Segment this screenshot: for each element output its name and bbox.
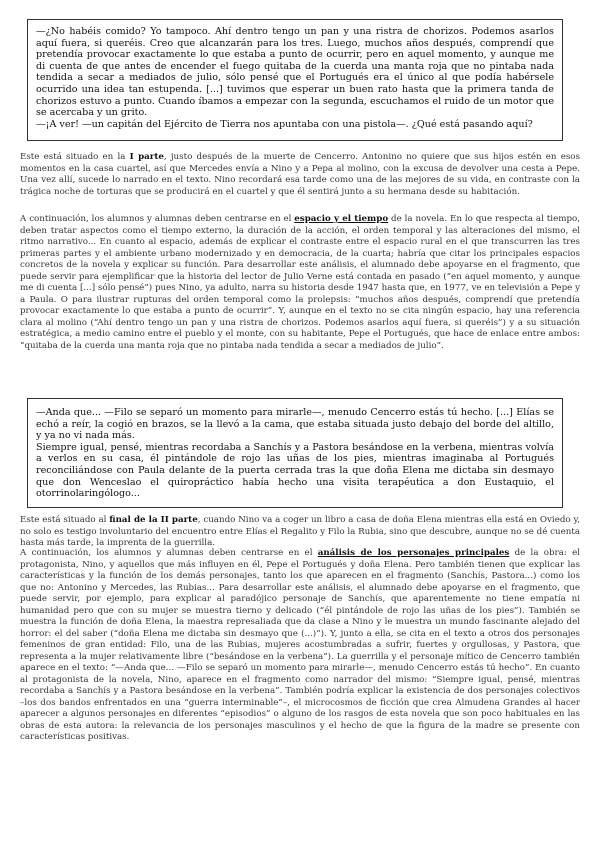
para-2-rest: de la novela. En lo que respecta al tiempo, deben tratar aspectos como el tiempo externo, la duración de la acción, el orden temporal y las alteraciones del mismo, el ritmo narrativo... En cuanto al espacio, además de explicar el contraste entre el espacio rural en el que transcurren las tres primeras partes y el ambiente urbano modernizado y en democracia, de la cuarta; habría que citar los principales espacios concretos de la novela y explicar su función. Para desarrollar este análisis, el alumnado debe apoyarse en el fragmento, que puede servir para ejemplificar que la historia del lector de Julio Verne está contada en pasado (“en aquel momento, y aunque me di cuenta [...] sólo pensé”) pues Nino, ya adulto, narra su historia desde 1947 hasta que, en 1977, ve en televisión a Pepe y a Paula. O para ilustrar rupturas del orden temporal como la prolepsis: “muchos años después, comprendí que pretendía provocar exactamente lo que estaba a punto de ocurrir”. Y, aunque en el texto no se cita ningún espacio, hay una referencia clara al molino (“Ahí dentro tengo un pan y una ristra de chorizos. Podemos asarlos aquí fuera, si queréis”) y a su situación estratégica, a medio camino entre el pueblo y el monte, con su habitante, Pepe el Portugués, que hace de enlace entre ambos: “quitaba de la cuerda una manta roja que no pintaba nada tendida a secar a mediados de julio”. bbox=[20, 214, 581, 351]
para-1-bold: I parte bbox=[129, 152, 164, 162]
quote-2-line-2: Siempre igual, pensé, mientras recordaba a Sanchís y a Pastora besándose en la verbena, mientras volvía a verlos en su casa, él pintándole de rojo las uñas de los pies, mientras imaginaba al Portugués reconciliándose con Paula delante de la puerta cerrada tras la que doña Elena me dictaba sin desmayo que don Wenceslao el quiropráctico había hecho una visita terapéutica a don Eustaquio, el otorrinolaringólogo... bbox=[36, 441, 554, 500]
para-4-rest: de la obra: el protagonista, Nino, y aquellos que más influyen en él, Pepe el Portugués y doña Elena. Pero también tienen que explicar las características y la función de los demás personajes, tanto los que aparecen en el fragmento (Sanchís, Pastora...) como los que no: Antonino y Mercedes, las Rubias... Para desarrollar este análisis, el alumnado debe apoyarse en el fragmento, que puede servir, por ejemplo, para explicar al paradójico personaje de Sanchís, que aparentemente no tiene empatía ni humanidad pero que con su mujer se muestra tierno y delicado (“él pintándole de rojo las uñas de los pies”). También se muestra la función de doña Elena, la maestra represaliada que da clase a Nino y le muestra un mundo fascinante alejado del horror: el del saber (“doña Elena me dictaba sin desmayo que (...)”). Y, junto a ella, se cita en el texto a otros dos personajes femeninos de gran entidad: Filo, una de las Rubias, mujeres acostumbradas a sufrir, fuertes y orgullosas, y Pastora, que representa a la mujer relativamente libre (“besándose en la verbena”). La guerrilla y el personaje mítico de Cencerro también aparece en el texto: “—Anda que... —Filo se separó un momento para mirarle—, menudo Cencerro estás tú hecho”. En cuanto al protagonista de la novela, Nino, aparece en el fragmento como narrador del mismo: “Siempre igual, pensé, mientras recordaba a Sanchís y a Pastora besándose en la verbena”. También podría explicar la existencia de dos personajes colectivos –los dos bandos enfrentados en una “guerra interminable”–, el microcosmos de ficción que crea Almudena Grandes al hacer aparecer a algunos personajes en diferentes “episodios” o alguno de los rasgos de esta novela que son poco habituales en las obras de esta autora: la relevancia de los personajes masculinos y el hecho de que la figura de la madre se presente con características positivas. bbox=[20, 548, 580, 742]
para-1-rest: , justo después de la muerte de Cencerro. Antonino no quiere que sus hijos estén en esos momentos en la casa cuartel, así que Mercedes envía a Nino y a Pepa al molino, con la excusa de devolver una cesta a Pepe. Una vez allí, sucede lo narrado en el texto. Nino recordará esa tarde como una de las mejores de su vida, en contraste con la trágica noche de torturas que se producirá en el cuartel y que él sentirá junto a su hermana desde su habitación. bbox=[20, 152, 580, 197]
quote-box-2 bbox=[27, 398, 563, 508]
quote-2-line-1: —Anda que... —Filo se separó un momento para mirarle—, menudo Cencerro estás tú hecho. [...] Elías se echó a reír, la cogió en brazos, se la llevó a la cama, que estaba situada justo debajo del borde del altillo, y ya no vi nada más. bbox=[36, 407, 554, 442]
para-3-prefix: Este está situado al bbox=[20, 515, 110, 525]
para-4-prefix: A continuación, los alumnos y alumnas deben centrarse en el bbox=[20, 548, 318, 558]
paragraph-context-2 bbox=[20, 515, 580, 550]
quote-box-1 bbox=[27, 19, 563, 141]
paragraph-context-1 bbox=[20, 152, 580, 198]
paragraph-space-time bbox=[20, 214, 580, 352]
para-3-bold: final de la II parte bbox=[109, 515, 198, 525]
para-2-bold: espacio y el tiempo bbox=[294, 214, 389, 224]
para-3-rest: , cuando Nino va a coger un libro a casa de doña Elena mientras ella está en Oviedo y, no solo es testigo involuntario del encuentro entre Elías el Regalito y Filo la Rubia, sino que descubre, aunque no se dé cuenta hasta más tarde, la imprenta de la guerrilla. bbox=[20, 515, 580, 548]
quote-1-last-line: —¡A ver! —un capitán del Ejército de Tierra nos apuntaba con una pistola—. ¿Qué está pasando aquí? bbox=[36, 118, 533, 130]
para-4-bold: análisis de los personajes principales bbox=[317, 548, 510, 558]
quote-1-text: —¿No habéis comido? Yo tampoco. Ahí dentro tengo un pan y una ristra de chorizos. Podemos asarlos aquí fuera, si queréis. Creo que alcanzarán para los tres. Luego, muchos años después, comprendí que pretendía provocar exactamente lo que estaba a punto de ocurrir, pero en aquel momento, y aunque me di cuenta de que antes de encender el fuego quitaba de la cuerda una manta roja que no pintaba nada tendida a secar a mediados de julio, sólo pensé que el Portugués era el único al que podía habérsele ocurrido una idea tan estupenda. [...] tuvimos que esperar un buen rato hasta que la primera tanda de chorizos estuvo a punto. Cuando íbamos a empezar con la segunda, escuchamos el ruido de un motor que se acercaba y un grito. bbox=[36, 26, 554, 119]
paragraph-characters bbox=[20, 548, 580, 744]
para-2-prefix: A continuación, los alumnos y alumnas deben centrarse en el bbox=[20, 214, 295, 224]
para-1-prefix: Este está situado en la bbox=[20, 152, 130, 162]
